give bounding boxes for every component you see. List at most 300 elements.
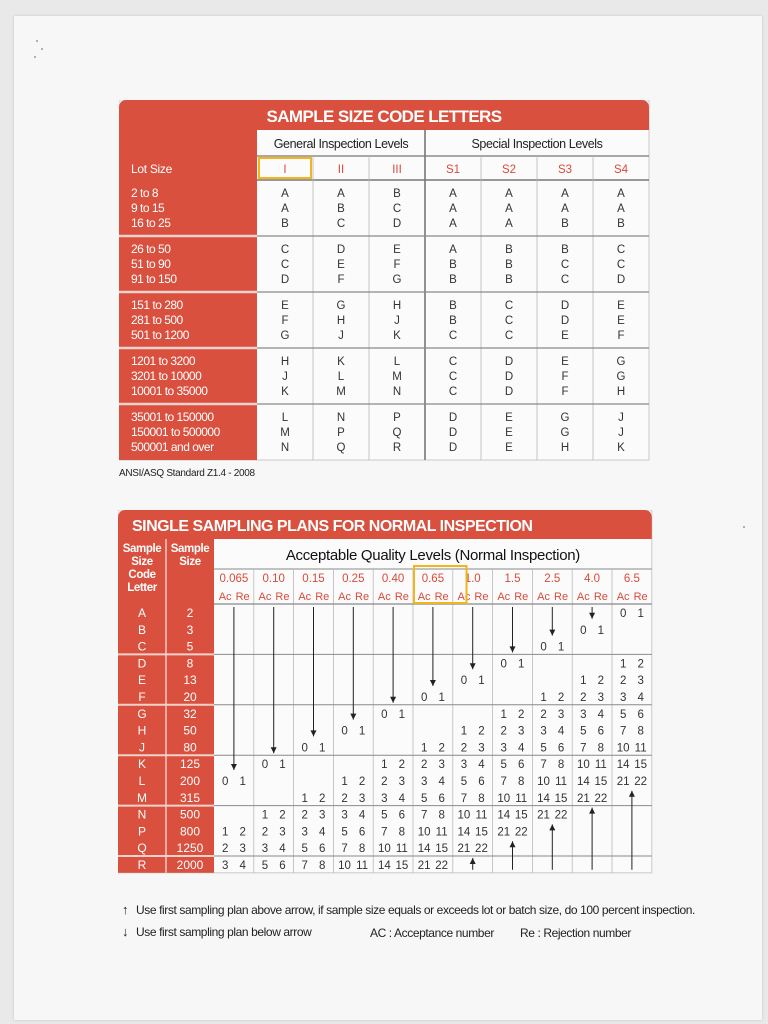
code-letter: E (505, 442, 513, 454)
level-header-II: II (337, 164, 345, 176)
lot-size-range: 2 to 8 (131, 186, 159, 200)
rejection-number: 1 (478, 675, 485, 688)
code-letter: G (280, 330, 290, 342)
rejection-number: 1 (239, 776, 246, 788)
lot-size-range: 51 to 90 (131, 257, 171, 271)
code-letter: J (394, 315, 400, 327)
acceptance-number: 10 (417, 826, 431, 839)
acceptance-number: 10 (537, 776, 550, 788)
code-letter: D (448, 427, 458, 439)
rejection-number: 2 (518, 708, 525, 721)
re-label: Re (275, 591, 290, 603)
acceptance-number: 2 (221, 843, 229, 856)
lot-size-range: 501 to 1200 (131, 328, 189, 342)
acceptance-number: 5 (619, 708, 627, 721)
rejection-number: 4 (358, 809, 366, 822)
code-letter: C (280, 244, 290, 256)
code-letter: G (137, 706, 147, 721)
acceptance-number: 5 (540, 742, 547, 755)
lot-size-range: 16 to 25 (131, 216, 171, 230)
code-letter: J (139, 740, 145, 755)
lot-size-range: 281 to 500 (131, 313, 183, 327)
code-letter: M (280, 427, 290, 439)
acceptance-number: 5 (580, 725, 587, 738)
acceptance-number: 14 (377, 860, 391, 872)
rejection-number: 1 (637, 608, 644, 620)
aql-value: 0.65 (421, 573, 445, 585)
rejection-number: 1 (319, 742, 326, 755)
sample-size: 50 (183, 723, 197, 738)
rejection-number: 8 (597, 742, 605, 755)
table-title: SAMPLE SIZE CODE LETTERS (266, 107, 502, 126)
code-letter: B (505, 274, 513, 286)
code-letter: J (618, 412, 624, 424)
rejection-number: 4 (239, 860, 246, 872)
lot-size-range: 10001 to 35000 (131, 384, 208, 398)
sample-size: 5 (186, 639, 194, 654)
rejection-number: 6 (279, 860, 286, 872)
rejection-number: 3 (478, 742, 485, 755)
code-letter: E (561, 330, 569, 342)
rejection-number: 1 (398, 708, 406, 721)
aql-value: 1.5 (504, 573, 521, 585)
code-letter: A (561, 188, 569, 200)
code-letter: E (281, 300, 289, 312)
re-label: Re (394, 591, 409, 603)
acceptance-number: 0 (580, 624, 587, 637)
legend-down-text: Use first sampling plan below arrow (136, 925, 312, 939)
code-letter: E (337, 259, 345, 271)
code-letter: F (281, 315, 289, 327)
rejection-number: 2 (557, 692, 565, 704)
acceptance-number: 0 (460, 675, 468, 688)
code-letter: A (505, 203, 513, 215)
acceptance-number: 2 (540, 708, 547, 721)
code-letter: P (393, 412, 401, 424)
acceptance-number: 7 (301, 860, 308, 872)
code-letter: E (617, 300, 625, 312)
level-header-III: III (392, 164, 402, 176)
code-letter: D (504, 371, 514, 383)
rejection-number: 6 (478, 776, 485, 788)
aql-value: 6.5 (623, 573, 640, 585)
sample-size: 13 (183, 673, 197, 688)
code-letter: D (504, 356, 514, 368)
sample-size: 80 (183, 740, 197, 755)
code-letter: B (449, 315, 457, 327)
rejection-number: 4 (438, 776, 445, 788)
acceptance-number: 1 (540, 692, 547, 704)
code-letter: B (393, 188, 401, 200)
rejection-number: 2 (319, 792, 326, 805)
code-letter: C (504, 300, 514, 312)
standard-footnote: ANSI/ASQ Standard Z1.4 - 2008 (119, 468, 255, 479)
code-letter: A (449, 188, 457, 200)
lot-size-range: 151 to 280 (131, 298, 183, 312)
lot-size-range: 500001 and over (131, 440, 214, 454)
code-letter: C (560, 274, 570, 286)
rejection-number: 11 (435, 826, 448, 839)
code-letter-header: Size (131, 556, 153, 568)
code-letter: C (560, 259, 570, 271)
acceptance-number: 21 (417, 860, 431, 872)
re-label: Re (355, 591, 370, 603)
sample-size: 1250 (176, 841, 204, 856)
acceptance-number: 0 (500, 658, 507, 671)
ac-label: Ac (576, 591, 590, 603)
re-label: Re (514, 591, 529, 603)
acceptance-number: 21 (616, 776, 630, 788)
acceptance-number: 14 (537, 792, 550, 805)
code-letter: A (505, 188, 513, 200)
code-letter: F (561, 386, 569, 398)
rejection-number: 6 (319, 843, 326, 856)
code-letter: L (393, 356, 401, 368)
code-letter: C (137, 639, 147, 654)
acceptance-number: 7 (381, 826, 388, 839)
code-letter: F (337, 274, 345, 286)
code-letter: G (336, 300, 346, 312)
acceptance-number: 1 (500, 708, 507, 721)
code-letter: K (617, 442, 625, 454)
code-letter: F (393, 259, 401, 271)
rejection-definition: Re : Rejection number (520, 926, 631, 940)
rejection-number: 3 (398, 776, 406, 788)
rejection-number: 15 (634, 759, 648, 772)
sample-size: 125 (179, 757, 201, 772)
special-levels-header: Special Inspection Levels (471, 137, 603, 151)
ac-label: Ac (497, 591, 511, 603)
scan-speck (36, 40, 38, 42)
acceptance-number: 2 (619, 675, 627, 688)
sample-size: 200 (179, 774, 201, 788)
acceptance-number: 1 (301, 792, 308, 805)
aql-value: 0.10 (262, 573, 285, 585)
re-label: Re (235, 591, 250, 603)
level-header-S1: S1 (445, 164, 461, 176)
code-letter: H (137, 723, 147, 738)
code-letter: M (392, 371, 402, 383)
acceptance-number: 0 (540, 641, 547, 654)
acceptance-number: 14 (457, 826, 471, 839)
single-sampling-plans-table (118, 510, 656, 894)
code-letter: F (617, 330, 625, 342)
code-letter: F (561, 371, 569, 383)
code-letter: A (281, 188, 289, 200)
rejection-number: 2 (438, 742, 445, 755)
code-letter: A (281, 203, 289, 215)
code-letter: M (137, 790, 147, 805)
acceptance-number: 10 (457, 809, 471, 822)
code-letter: C (504, 315, 514, 327)
rejection-number: 22 (475, 843, 488, 856)
code-letter: N (137, 807, 147, 822)
acceptance-number: 5 (261, 860, 269, 872)
code-letter: K (393, 330, 401, 342)
rejection-number: 1 (358, 725, 366, 738)
code-letter: C (448, 386, 458, 398)
acceptance-number: 21 (457, 843, 471, 856)
code-letter: R (392, 442, 402, 454)
legend-up-text: Use first sampling plan above arrow, if sample size equals or exceeds lot or batch size, do 100 percent inspection. (136, 903, 695, 917)
rejection-number: 1 (438, 692, 445, 704)
acceptance-number: 7 (341, 843, 348, 856)
acceptance-number: 2 (420, 759, 428, 772)
rejection-number: 3 (637, 675, 644, 688)
acceptance-number: 2 (381, 776, 388, 788)
aql-header: Acceptable Quality Levels (Normal Inspection) (285, 547, 580, 564)
code-letter: H (560, 442, 570, 454)
aql-value: 0.065 (219, 573, 249, 585)
aql-value: 2.5 (544, 573, 561, 585)
lot-size-label: Lot Size (131, 162, 172, 176)
rejection-number: 1 (518, 658, 525, 671)
acceptance-number: 3 (221, 860, 229, 872)
code-letter: D (336, 244, 346, 256)
acceptance-number: 7 (460, 792, 468, 805)
rejection-number: 2 (239, 826, 246, 839)
code-letter: C (280, 259, 290, 271)
acceptance-number: 10 (616, 742, 630, 755)
acceptance-number: 5 (500, 759, 507, 772)
code-letter: K (281, 386, 289, 398)
lot-size-range: 3201 to 10000 (131, 369, 202, 383)
rejection-number: 3 (557, 708, 565, 721)
acceptance-number: 7 (580, 742, 587, 755)
code-letter: B (561, 218, 569, 230)
sample-size: 20 (183, 690, 197, 704)
ac-label: Ac (616, 591, 630, 603)
rejection-number: 6 (398, 809, 406, 822)
rejection-number: 11 (594, 759, 607, 772)
code-letter: E (617, 315, 625, 327)
acceptance-number: 1 (341, 776, 348, 788)
lot-size-range: 1201 to 3200 (131, 354, 196, 368)
acceptance-number: 2 (460, 742, 468, 755)
rejection-number: 11 (555, 776, 568, 788)
acceptance-number: 2 (500, 725, 507, 738)
code-letter: B (617, 218, 625, 230)
rejection-number: 3 (597, 692, 605, 704)
acceptance-number: 5 (301, 843, 308, 856)
arrow-legend (122, 902, 695, 952)
code-letter: J (282, 371, 288, 383)
acceptance-number: 1 (619, 658, 627, 671)
level-header-S3: S3 (557, 164, 573, 176)
sampling-plan-grid (118, 510, 656, 894)
sample-size-header: Sample (170, 543, 210, 555)
aql-value: 0.40 (381, 573, 405, 585)
code-letter: H (392, 300, 402, 312)
rejection-number: 6 (597, 725, 605, 738)
rejection-number: 11 (356, 860, 369, 872)
code-letter: D (504, 386, 514, 398)
sample-size: 3 (186, 622, 194, 637)
rejection-number: 2 (637, 658, 644, 671)
acceptance-number: 21 (537, 809, 550, 822)
rejection-number: 15 (395, 860, 409, 872)
acceptance-number: 1 (381, 759, 388, 772)
acceptance-number: 14 (616, 759, 630, 772)
rejection-number: 8 (438, 809, 445, 822)
acceptance-number: 3 (580, 708, 587, 721)
acceptance-number: 0 (221, 776, 229, 788)
acceptance-number: 3 (381, 792, 388, 805)
code-letter: H (336, 315, 346, 327)
scan-speck (34, 56, 36, 58)
sample-size-code-letters-table (119, 100, 655, 466)
rejection-number: 4 (319, 826, 326, 839)
code-letter: B (561, 244, 569, 256)
ac-label: Ac (298, 591, 312, 603)
sample-size: 800 (179, 824, 201, 839)
rejection-number: 22 (435, 860, 449, 872)
acceptance-number: 0 (261, 759, 269, 772)
code-letter: A (449, 203, 457, 215)
ac-label: Ac (258, 591, 272, 603)
rejection-number: 8 (358, 843, 366, 856)
rejection-number: 22 (554, 809, 568, 822)
code-letter: D (392, 218, 402, 230)
acceptance-number: 10 (338, 860, 351, 872)
rejection-number: 4 (478, 759, 485, 772)
re-label: Re (554, 591, 569, 603)
acceptance-number: 10 (377, 843, 391, 856)
rejection-number: 8 (637, 725, 644, 738)
code-letter: C (448, 371, 458, 383)
code-letter: E (561, 356, 569, 368)
code-letter: A (137, 606, 147, 620)
code-letter: N (336, 412, 346, 424)
aql-value: 1.0 (464, 573, 481, 585)
level-header-I: I (283, 164, 287, 176)
code-letter: B (449, 259, 457, 271)
acceptance-number: 1 (580, 675, 587, 688)
code-letter: A (449, 218, 457, 230)
acceptance-number: 0 (341, 725, 348, 738)
aql-value: 4.0 (584, 573, 601, 585)
code-letter: H (280, 356, 290, 368)
rejection-number: 11 (475, 809, 488, 822)
code-letter: E (505, 412, 513, 424)
code-letter-header: Code (128, 569, 156, 581)
acceptance-number: 3 (420, 776, 428, 788)
acceptance-number: 21 (576, 792, 590, 805)
code-letter: J (618, 427, 624, 439)
acceptance-number: 1 (420, 742, 428, 755)
scan-speck (41, 48, 43, 50)
legend-up-row (122, 902, 695, 917)
acceptance-number: 1 (460, 725, 468, 738)
code-letter: N (392, 386, 402, 398)
code-letter: B (137, 622, 147, 637)
code-letter: Q (336, 442, 346, 454)
general-levels-header: General Inspection Levels (273, 137, 409, 151)
code-letter: C (616, 259, 626, 271)
rejection-number: 3 (279, 826, 286, 839)
code-letter: B (449, 300, 457, 312)
code-letter: B (337, 203, 345, 215)
rejection-number: 3 (518, 725, 525, 738)
rejection-number: 3 (438, 759, 445, 772)
rejection-number: 1 (597, 624, 605, 637)
acceptance-number: 3 (500, 742, 507, 755)
acceptance-number: 10 (497, 792, 511, 805)
rejection-number: 4 (557, 725, 565, 738)
code-letter: C (616, 244, 626, 256)
code-letter: R (137, 858, 147, 872)
rejection-number: 6 (438, 792, 445, 805)
code-letter: L (281, 412, 289, 424)
code-letter: B (281, 218, 289, 230)
rejection-number: 8 (557, 759, 565, 772)
sample-size: 32 (183, 706, 197, 721)
code-letter: A (617, 203, 625, 215)
code-letter: L (337, 371, 345, 383)
ac-label: Ac (537, 591, 550, 603)
code-letter: K (337, 356, 345, 368)
acceptance-number: 7 (420, 809, 428, 822)
sample-size: 8 (186, 656, 194, 671)
acceptance-number: 3 (460, 759, 468, 772)
acceptance-number: 5 (341, 826, 348, 839)
code-letter: C (336, 218, 346, 230)
rejection-number: 6 (358, 826, 366, 839)
code-letter: G (616, 356, 626, 368)
rejection-number: 3 (239, 843, 246, 856)
rejection-number: 2 (478, 725, 485, 738)
ac-label: Ac (218, 591, 232, 603)
rejection-number: 11 (634, 742, 647, 755)
code-letter: J (338, 330, 344, 342)
code-letter: C (392, 203, 402, 215)
code-letter: F (138, 690, 146, 704)
code-letter: A (505, 218, 513, 230)
acceptance-number: 14 (417, 843, 431, 856)
acceptance-definition: AC : Acceptance number (370, 926, 494, 940)
rejection-number: 15 (435, 843, 449, 856)
code-letter: H (616, 386, 626, 398)
code-letter: G (560, 412, 570, 424)
code-letter: A (449, 244, 457, 256)
rejection-number: 8 (319, 860, 326, 872)
legend-down-row (122, 924, 311, 939)
rejection-number: 6 (557, 742, 565, 755)
acceptance-number: 0 (381, 708, 388, 721)
rejection-number: 4 (518, 742, 525, 755)
acceptance-number: 7 (540, 759, 547, 772)
ac-label: Ac (457, 591, 471, 603)
rejection-number: 22 (634, 776, 648, 788)
code-letter: B (449, 274, 457, 286)
rejection-number: 2 (358, 776, 366, 788)
code-letter: E (393, 244, 401, 256)
sample-size: 500 (179, 807, 201, 822)
sample-size: 315 (179, 790, 201, 805)
acceptance-number: 10 (576, 759, 590, 772)
code-letter: C (504, 330, 514, 342)
acceptance-number: 14 (497, 809, 511, 822)
rejection-number: 4 (637, 692, 644, 704)
rejection-number: 2 (398, 759, 406, 772)
rejection-number: 11 (515, 792, 528, 805)
code-letter: Q (137, 841, 147, 856)
code-letter: B (505, 259, 513, 271)
code-letter: K (137, 757, 147, 772)
acceptance-number: 1 (221, 826, 229, 839)
rejection-number: 3 (319, 809, 326, 822)
acceptance-number: 5 (420, 792, 428, 805)
